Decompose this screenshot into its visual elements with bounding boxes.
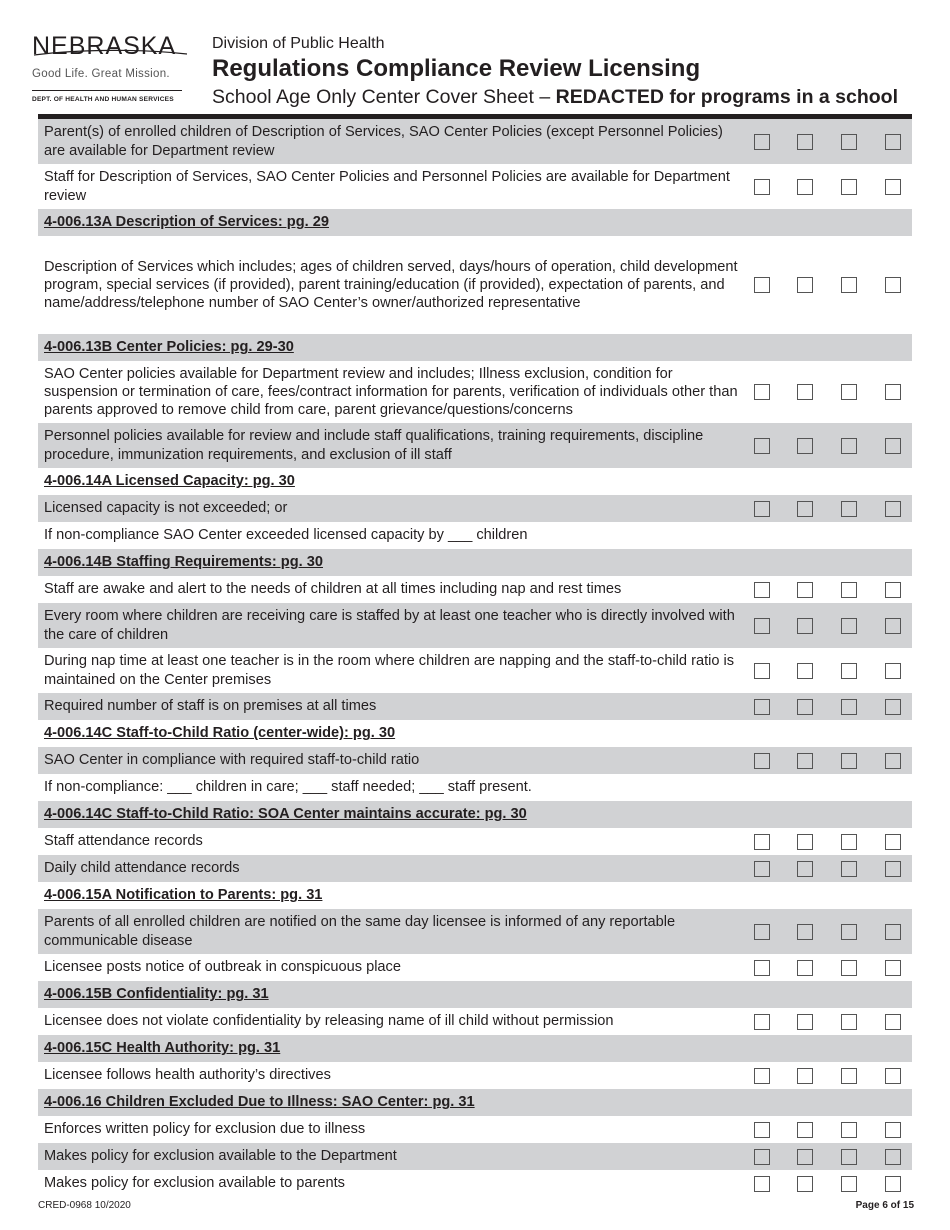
page-title: Regulations Compliance Review Licensing	[212, 55, 701, 82]
section-header-row	[38, 549, 912, 576]
note-row	[38, 774, 912, 801]
compliance-checkbox-3[interactable]	[841, 1122, 857, 1138]
checklist-row	[38, 236, 912, 334]
compliance-checkbox-3[interactable]	[841, 960, 857, 976]
checklist-row	[38, 603, 912, 648]
compliance-checkbox-1[interactable]	[754, 699, 770, 715]
row-text: Staff for Description of Services, SAO Center Policies and Personnel Policies are available for Department review	[44, 169, 730, 204]
compliance-checkbox-1[interactable]	[754, 582, 770, 598]
section-title: 4-006.15B Confidentiality: pg. 31	[44, 986, 269, 1003]
compliance-checkbox-3[interactable]	[841, 663, 857, 679]
row-text: Enforces written policy for exclusion due to illness	[44, 1121, 366, 1138]
section-header-row	[38, 468, 912, 495]
page-subtitle	[212, 86, 898, 109]
checklist-row	[38, 648, 912, 693]
compliance-checkbox-2[interactable]	[797, 663, 813, 679]
row-text: Staff are awake and alert to the needs of children at all times including nap and rest times	[44, 581, 622, 598]
row-text: Description of Services which includes; ages of children served, days/hours of operation, child development program, special services (if provided), parent training/education (if provided), expectation of parents, and name/address/telephone number of SAO Center’s owner/authorized representative	[44, 258, 738, 312]
compliance-checkbox-4[interactable]	[885, 277, 901, 293]
compliance-checkbox-4[interactable]	[885, 1068, 901, 1084]
section-title: 4-006.14C Staff-to-Child Ratio: SOA Center maintains accurate: pg. 30	[44, 806, 527, 823]
compliance-checkbox-3[interactable]	[841, 277, 857, 293]
compliance-checkbox-3[interactable]	[841, 582, 857, 598]
logo-divider	[32, 90, 182, 91]
section-header-row	[38, 1035, 912, 1062]
row-text: Staff attendance records	[44, 833, 203, 850]
row-text: Licensee follows health authority’s directives	[44, 1067, 331, 1084]
compliance-checkbox-1[interactable]	[754, 438, 770, 454]
compliance-checklist-table	[38, 119, 912, 1197]
compliance-checkbox-1[interactable]	[754, 179, 770, 195]
compliance-checkbox-2[interactable]	[797, 384, 813, 400]
checklist-row	[38, 855, 912, 882]
section-title: 4-006.13B Center Policies: pg. 29-30	[44, 339, 294, 356]
compliance-checkbox-3[interactable]	[841, 1176, 857, 1192]
checklist-row	[38, 119, 912, 164]
logo-swoosh-icon	[32, 46, 188, 60]
compliance-checkbox-1[interactable]	[754, 618, 770, 634]
checklist-row	[38, 828, 912, 855]
logo-tagline: Good Life. Great Mission.	[32, 68, 170, 80]
compliance-checkbox-4[interactable]	[885, 438, 901, 454]
compliance-checkbox-3[interactable]	[841, 699, 857, 715]
page-number: Page 6 of 15	[855, 1200, 914, 1211]
compliance-checkbox-4[interactable]	[885, 834, 901, 850]
compliance-checkbox-3[interactable]	[841, 834, 857, 850]
compliance-checkbox-1[interactable]	[754, 134, 770, 150]
compliance-checkbox-4[interactable]	[885, 134, 901, 150]
compliance-checkbox-3[interactable]	[841, 861, 857, 877]
section-title: 4-006.14C Staff-to-Child Ratio (center-wide): pg. 30	[44, 725, 396, 742]
compliance-checkbox-1[interactable]	[754, 924, 770, 940]
section-title: 4-006.13A Description of Services: pg. 29	[44, 214, 329, 231]
compliance-checkbox-4[interactable]	[885, 384, 901, 400]
compliance-checkbox-1[interactable]	[754, 501, 770, 517]
compliance-checkbox-2[interactable]	[797, 501, 813, 517]
compliance-checkbox-2[interactable]	[797, 1149, 813, 1165]
note-row	[38, 522, 912, 549]
form-id: CRED-0968 10/2020	[38, 1200, 131, 1211]
section-header-row	[38, 334, 912, 361]
section-header-row	[38, 981, 912, 1008]
compliance-checkbox-2[interactable]	[797, 618, 813, 634]
compliance-checkbox-4[interactable]	[885, 1176, 901, 1192]
compliance-checkbox-3[interactable]	[841, 1014, 857, 1030]
checklist-row	[38, 954, 912, 981]
division-name: Division of Public Health	[212, 35, 385, 52]
checklist-row	[38, 495, 912, 522]
compliance-checkbox-2[interactable]	[797, 1014, 813, 1030]
compliance-checkbox-4[interactable]	[885, 618, 901, 634]
row-text: If non-compliance: ___ children in care; ___ staff needed; ___ staff present.	[44, 779, 532, 796]
row-text: SAO Center policies available for Department review and includes; Illness exclusion, condition for suspension or termination of care, fees/contract information for parents, verification of individuals other than parents approved to remove child from care, parent grievance/questions/concerns	[44, 365, 738, 419]
compliance-checkbox-1[interactable]	[754, 861, 770, 877]
compliance-checkbox-1[interactable]	[754, 1068, 770, 1084]
section-header-row	[38, 1089, 912, 1116]
compliance-checkbox-3[interactable]	[841, 134, 857, 150]
compliance-checkbox-2[interactable]	[797, 438, 813, 454]
compliance-checkbox-2[interactable]	[797, 1176, 813, 1192]
compliance-checkbox-4[interactable]	[885, 753, 901, 769]
subtitle-bold: REDACTED for programs in a school	[555, 86, 898, 108]
section-header-row	[38, 882, 912, 909]
row-text: SAO Center in compliance with required staff-to-child ratio	[44, 752, 420, 769]
compliance-checkbox-3[interactable]	[841, 924, 857, 940]
row-text: Daily child attendance records	[44, 860, 240, 877]
compliance-checkbox-2[interactable]	[797, 134, 813, 150]
compliance-checkbox-1[interactable]	[754, 1122, 770, 1138]
nebraska-dhhs-logo	[32, 32, 188, 112]
compliance-checkbox-1[interactable]	[754, 1014, 770, 1030]
compliance-checkbox-2[interactable]	[797, 179, 813, 195]
checklist-row	[38, 576, 912, 603]
compliance-checkbox-1[interactable]	[754, 1149, 770, 1165]
compliance-checkbox-4[interactable]	[885, 699, 901, 715]
compliance-checkbox-1[interactable]	[754, 753, 770, 769]
compliance-checkbox-4[interactable]	[885, 501, 901, 517]
section-header-row	[38, 209, 912, 236]
compliance-checkbox-2[interactable]	[797, 861, 813, 877]
section-title: 4-006.15C Health Authority: pg. 31	[44, 1040, 281, 1057]
compliance-checkbox-4[interactable]	[885, 179, 901, 195]
row-text: Every room where children are receiving care is staffed by at least one teacher who is directly involved with the care of children	[44, 608, 735, 643]
compliance-checkbox-2[interactable]	[797, 699, 813, 715]
compliance-checkbox-4[interactable]	[885, 861, 901, 877]
compliance-checkbox-3[interactable]	[841, 618, 857, 634]
row-text: During nap time at least one teacher is in the room where children are napping and the staff-to-child ratio is maintained on the Center premises	[44, 653, 735, 688]
row-text: Parent(s) of enrolled children of Description of Services, SAO Center Policies (except Personnel Policies) are available for Department review	[44, 124, 723, 159]
compliance-checkbox-4[interactable]	[885, 1122, 901, 1138]
row-text: If non-compliance SAO Center exceeded licensed capacity by ___ children	[44, 527, 528, 544]
compliance-checkbox-2[interactable]	[797, 960, 813, 976]
compliance-checkbox-2[interactable]	[797, 924, 813, 940]
compliance-checkbox-1[interactable]	[754, 1176, 770, 1192]
compliance-checkbox-3[interactable]	[841, 438, 857, 454]
logo-wordmark: NEBRASKA	[32, 32, 177, 60]
compliance-checkbox-1[interactable]	[754, 834, 770, 850]
compliance-checkbox-1[interactable]	[754, 663, 770, 679]
compliance-checkbox-3[interactable]	[841, 1068, 857, 1084]
compliance-checkbox-3[interactable]	[841, 384, 857, 400]
checklist-row	[38, 361, 912, 423]
compliance-checkbox-3[interactable]	[841, 179, 857, 195]
compliance-checkbox-1[interactable]	[754, 960, 770, 976]
row-text: Licensee posts notice of outbreak in conspicuous place	[44, 959, 401, 976]
section-title: 4-006.16 Children Excluded Due to Illness: SAO Center: pg. 31	[44, 1094, 475, 1111]
section-header-row	[38, 801, 912, 828]
subtitle-plain: School Age Only Center Cover Sheet –	[212, 86, 556, 108]
compliance-checkbox-4[interactable]	[885, 663, 901, 679]
checklist-row	[38, 747, 912, 774]
checklist-row	[38, 1170, 912, 1197]
compliance-checkbox-1[interactable]	[754, 384, 770, 400]
checklist-row	[38, 1008, 912, 1035]
compliance-checkbox-1[interactable]	[754, 277, 770, 293]
compliance-checkbox-3[interactable]	[841, 1149, 857, 1165]
row-text: Makes policy for exclusion available to the Department	[44, 1148, 397, 1165]
checklist-row	[38, 1116, 912, 1143]
checklist-row	[38, 693, 912, 720]
row-text: Makes policy for exclusion available to parents	[44, 1175, 345, 1192]
checklist-row	[38, 423, 912, 468]
compliance-checkbox-2[interactable]	[797, 277, 813, 293]
section-title: 4-006.14A Licensed Capacity: pg. 30	[44, 473, 295, 490]
compliance-checkbox-4[interactable]	[885, 1014, 901, 1030]
compliance-checkbox-2[interactable]	[797, 1122, 813, 1138]
checklist-row	[38, 1062, 912, 1089]
compliance-checkbox-2[interactable]	[797, 582, 813, 598]
compliance-checkbox-2[interactable]	[797, 753, 813, 769]
compliance-checkbox-2[interactable]	[797, 1068, 813, 1084]
compliance-checkbox-4[interactable]	[885, 924, 901, 940]
compliance-checkbox-4[interactable]	[885, 582, 901, 598]
row-text: Personnel policies available for review and include staff qualifications, training requirements, discipline procedure, immunization requirements, and exclusion of ill staff	[44, 428, 704, 463]
compliance-checkbox-3[interactable]	[841, 753, 857, 769]
row-text: Required number of staff is on premises at all times	[44, 698, 377, 715]
checklist-row	[38, 1143, 912, 1170]
compliance-checkbox-3[interactable]	[841, 501, 857, 517]
row-text: Licensed capacity is not exceeded; or	[44, 500, 288, 517]
checklist-row	[38, 909, 912, 954]
compliance-checkbox-2[interactable]	[797, 834, 813, 850]
compliance-checkbox-4[interactable]	[885, 1149, 901, 1165]
logo-dept-name: DEPT. OF HEALTH AND HUMAN SERVICES	[32, 96, 174, 103]
row-text: Parents of all enrolled children are notified on the same day licensee is informed of any reportable communicable disease	[44, 914, 676, 949]
section-header-row	[38, 720, 912, 747]
section-title: 4-006.14B Staffing Requirements: pg. 30	[44, 554, 323, 571]
checklist-row	[38, 164, 912, 209]
compliance-checkbox-4[interactable]	[885, 960, 901, 976]
section-title: 4-006.15A Notification to Parents: pg. 31	[44, 887, 323, 904]
row-text: Licensee does not violate confidentiality by releasing name of ill child without permission	[44, 1013, 614, 1030]
